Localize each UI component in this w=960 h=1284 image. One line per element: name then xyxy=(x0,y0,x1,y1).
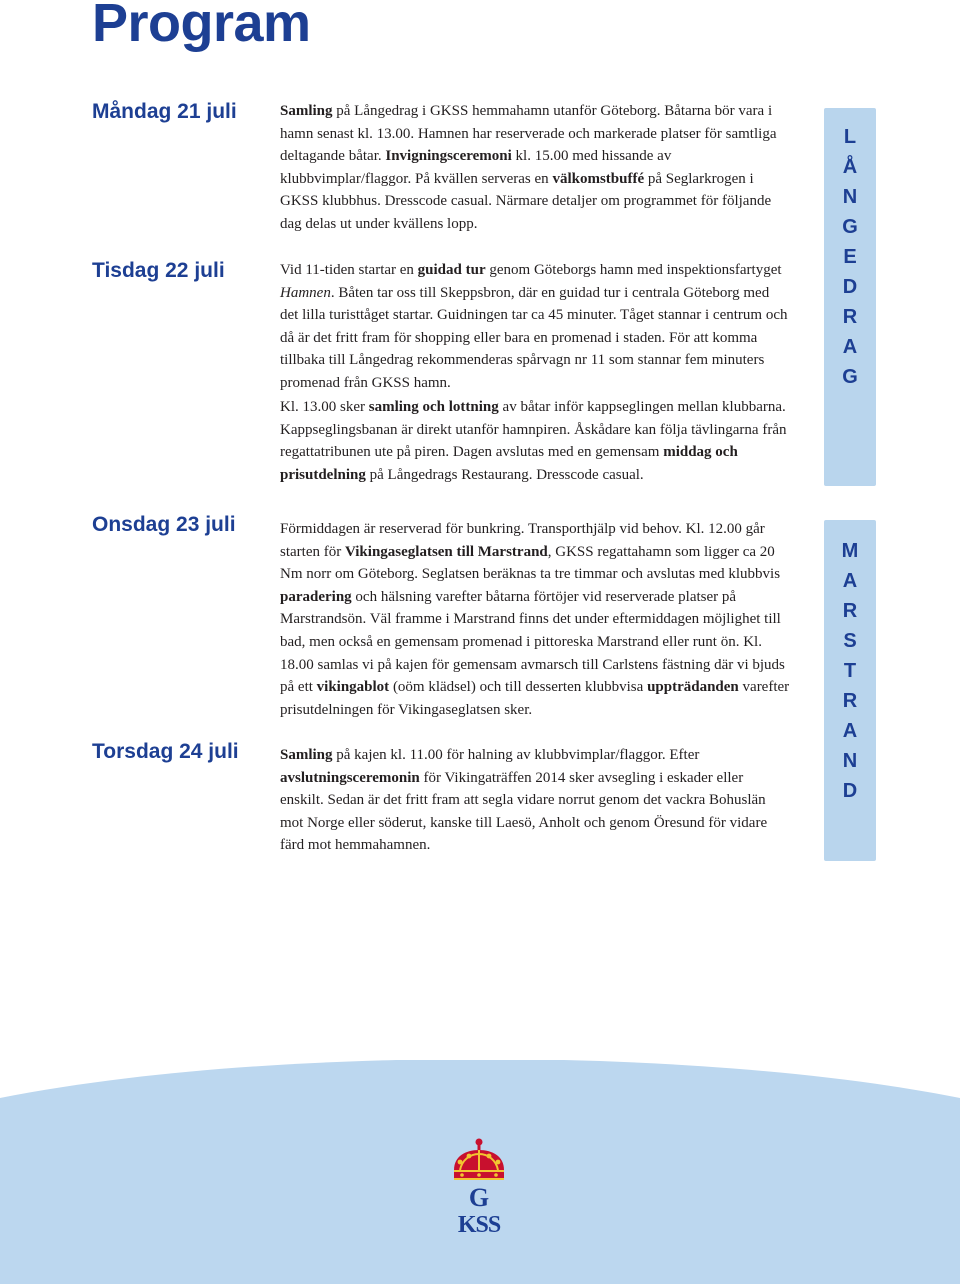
bar-letter: D xyxy=(842,780,858,802)
bar-letter: Å xyxy=(842,156,858,178)
bar-letter: S xyxy=(843,630,857,652)
bold-term: uppträdanden xyxy=(647,679,739,696)
text-run: och hälsning varefter båtarna förtöjer vid reserverade platser på Marstrandsön. Väl framme i Marstrand finns det under eftermiddagen möjlighet till bad, men också en gemensam promenad i pittoreska Marstrand eller runt ön. Kl. 18.00 samlas vi på kajen för gemensam avmarsch till Carlstens fästning där vi bjuds på ett xyxy=(280,588,785,696)
italic-term: Hamnen xyxy=(280,284,331,301)
logo-letter-g: G xyxy=(468,1183,490,1212)
page-title: Program xyxy=(92,0,311,53)
bar-letter: M xyxy=(841,540,859,562)
bold-term: middag och prisutdelning xyxy=(280,444,738,483)
thursday-text xyxy=(280,744,790,857)
bold-term: Vikingaseglatsen till Marstrand xyxy=(344,543,548,560)
bar-letter: L xyxy=(843,126,857,148)
text-run: på Seglarkrogen i GKSS klubbhus. Dresscode casual. Närmare detaljer om programmet för följande dag delas ut under kvällens lopp. xyxy=(280,170,772,232)
text-run: (oöm klädsel) och till desserten klubbvisa xyxy=(389,679,648,696)
bar-letter: N xyxy=(842,750,858,772)
text-run: kl. 15.00 med hissande av klubbvimplar/flaggor. På kvällen serveras en xyxy=(280,148,672,187)
marstrand-vertical-bar xyxy=(824,520,876,861)
text-run: på kajen kl. 11.00 för halning av klubbvimplar/flaggor. Efter xyxy=(332,747,700,763)
bold-term: paradering xyxy=(280,588,352,605)
bold-term: Samling xyxy=(280,103,333,119)
bar-letter: A xyxy=(842,720,858,742)
text-run: . Båten tar oss till Skeppsbron, där en guidad tur i centrala Göteborg med det lilla turisttåget startar. Guidningen tar ca 45 minuter. Tåget stannar i centrum och då är det fritt fram för shopping eller bara en promenad i staden. För att komma tillbaka till Långedrag rekommenderas spårvagn nr 11 som stannar fem minuters promenad från GKSS hamn. xyxy=(280,284,788,391)
tuesday-paragraph-2 xyxy=(280,396,790,486)
bold-term: vikingablot xyxy=(316,679,390,696)
gkss-logo-text xyxy=(446,1183,512,1240)
text-run: Vid 11-tiden startar en xyxy=(280,262,418,278)
bold-term: Invigningsceremoni xyxy=(385,148,512,165)
bar-letter: G xyxy=(842,216,858,238)
day-heading-monday: Måndag 21 juli xyxy=(92,100,237,123)
text-run: , GKSS regattahamn som ligger ca 20 Nm norr om Göteborg. Seglatsen beräknas ta tre timmar och avslutas med klubbvis xyxy=(280,543,781,583)
day-heading-tuesday: Tisdag 22 juli xyxy=(92,259,225,282)
bar-letter: T xyxy=(843,660,857,682)
bar-letter: N xyxy=(842,186,858,208)
bar-letter: R xyxy=(842,306,858,328)
day-heading-thursday: Torsdag 24 juli xyxy=(92,740,239,763)
bar-letter: D xyxy=(842,276,858,298)
bold-term: välkomstbuffé xyxy=(552,170,645,187)
text-run: genom Göteborgs hamn med inspektionsfartyget xyxy=(485,262,782,278)
monday-text xyxy=(280,100,790,236)
bar-letter: E xyxy=(843,246,857,268)
bold-term: guidad tur xyxy=(417,262,486,278)
bold-term: avslutningsceremonin xyxy=(280,769,420,786)
text-run: på Långedrags Restaurang. Dresscode casual. xyxy=(365,466,644,483)
day-heading-wednesday: Onsdag 23 juli xyxy=(92,513,236,536)
bold-term: samling och lottning xyxy=(368,399,499,415)
bold-term: Samling xyxy=(280,747,333,763)
text-run: för Vikingaträffen 2014 sker avsegling i eskader eller enskilt. Sedan är det fritt fram att segla vidare norrut genom det vackra Bohuslän mot Norge eller söderut, kanske till Laesö, Anholt och genom Öresund för vidare färd mot hemmahamnen. xyxy=(280,769,768,854)
bar-letter: R xyxy=(842,600,858,622)
wednesday-text xyxy=(280,518,790,721)
logo-letters-kss: KSS xyxy=(457,1212,501,1238)
bar-letter: A xyxy=(842,570,858,592)
text-run: av båtar inför kappseglingen mellan klubbarna. Kappseglingsbanan är direkt utanför hamnpiren. Åskådare kan följa tävlingarna från regattatribunen ute på piren. Dagen avslutas med en gemensam xyxy=(280,399,787,461)
langedrag-vertical-bar xyxy=(824,108,876,486)
text-run: på Långedrag i GKSS hemmahamn utanför Göteborg. Båtarna bör vara i hamn senast kl. 13.00. Hamnen har reserverade och markerade platser för samtliga deltagande båtar. xyxy=(280,103,777,165)
text-run: varefter prisutdelningen för Vikingaseglatsen sker. xyxy=(280,679,790,718)
text-run: Förmiddagen är reserverad för bunkring. Transporthjälp vid behov. Kl. 12.00 går starten för xyxy=(280,521,765,560)
text-run: Kl. 13.00 sker xyxy=(280,399,369,415)
bar-letter: R xyxy=(842,690,858,712)
bar-letter: A xyxy=(842,336,858,358)
tuesday-paragraph-1 xyxy=(280,259,790,395)
bar-letter: G xyxy=(842,366,858,388)
